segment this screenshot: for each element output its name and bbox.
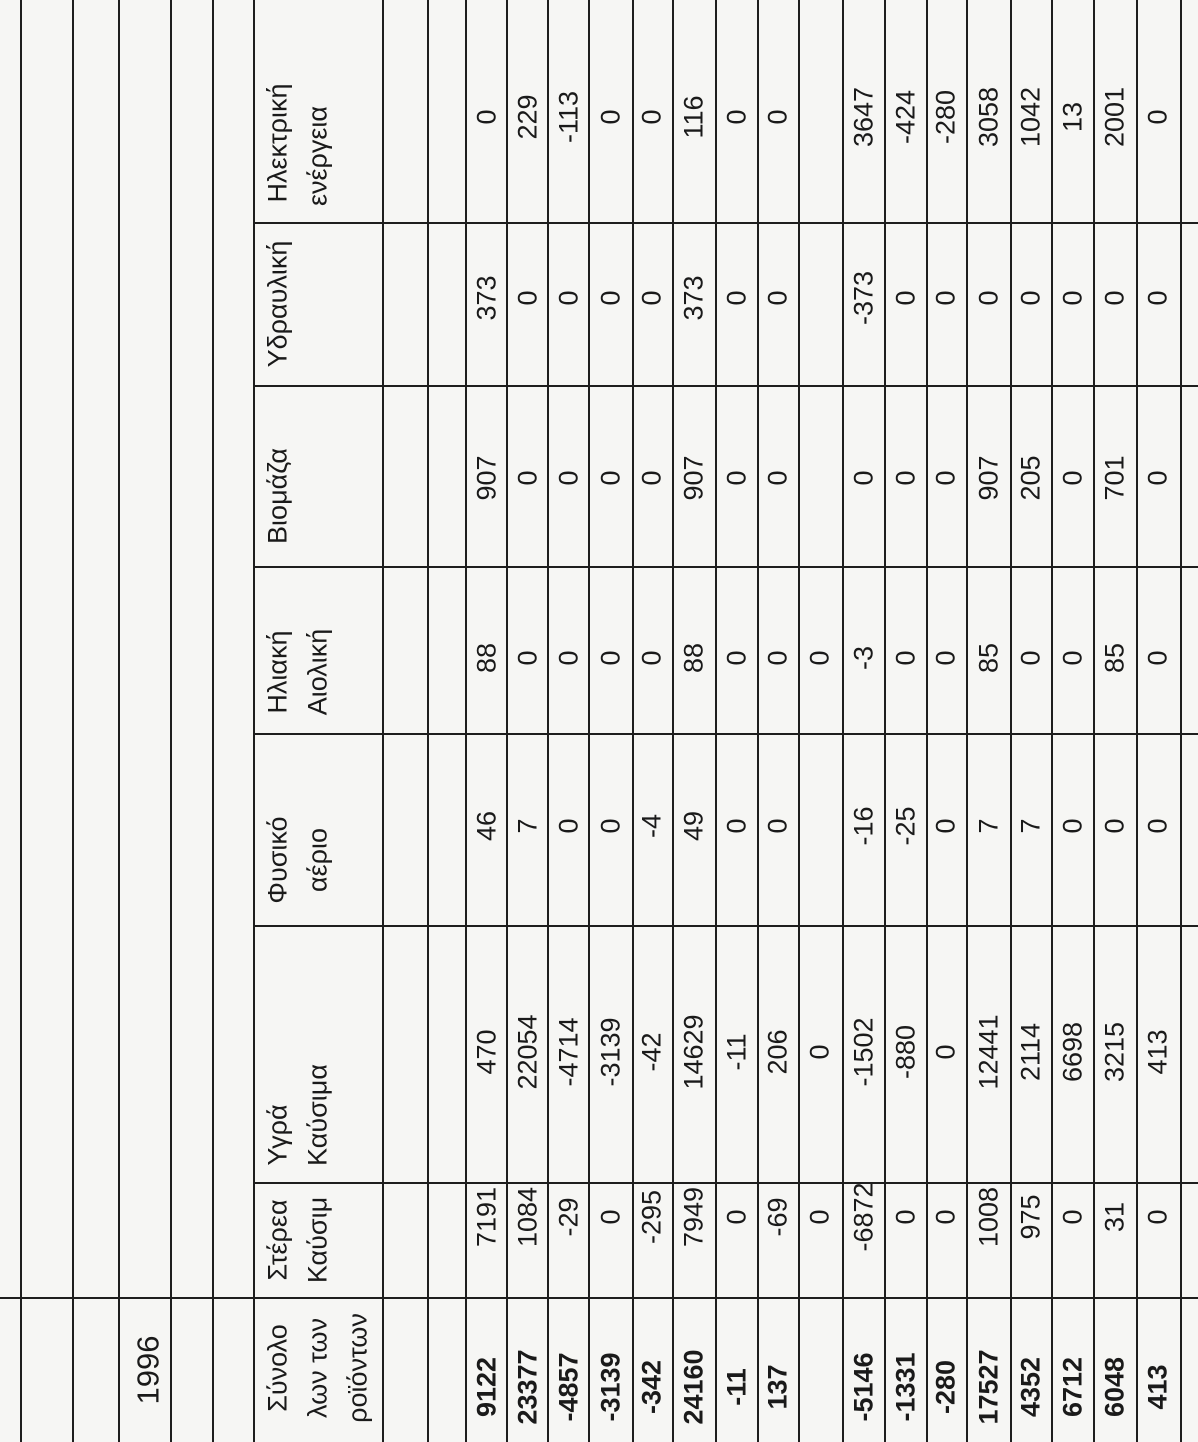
cell-value: 7191 (471, 1186, 502, 1248)
cell-value: 7 (1015, 818, 1046, 834)
grid-line (212, 0, 214, 1442)
cell-value: 0 (1057, 290, 1088, 306)
cell-value: 0 (804, 650, 835, 666)
cell-value: 0 (890, 470, 921, 486)
cell-value: 0 (636, 650, 667, 666)
cell-value: 3215 (1099, 1021, 1130, 1083)
cell-value: -113 (553, 90, 584, 144)
cell-value: -3139 (595, 1352, 626, 1422)
cell-value: 413 (1142, 1364, 1173, 1410)
cell-value: -295 (636, 1189, 667, 1245)
cell-value: -1502 (848, 1017, 879, 1087)
cell-value: 0 (721, 1209, 752, 1225)
grid-line (1136, 0, 1138, 1442)
grid-line (842, 0, 844, 1442)
header-solid-line2: Καύσιμ (302, 1196, 333, 1284)
cell-value: 0 (1015, 290, 1046, 306)
header-total-line3: ροϊόντων (342, 1313, 373, 1423)
cell-value: 0 (930, 650, 961, 666)
cell-value: 0 (721, 290, 752, 306)
cell-value: 0 (1142, 109, 1173, 125)
grid-line (632, 0, 634, 1442)
grid-line (382, 0, 384, 1442)
cell-value: 85 (1099, 642, 1130, 674)
cell-value: 12441 (973, 1014, 1004, 1090)
grid-line (253, 566, 1198, 568)
cell-value: -280 (930, 89, 961, 145)
cell-value: 205 (1015, 455, 1046, 501)
cell-value: 0 (762, 290, 793, 306)
cell-value: 0 (1015, 650, 1046, 666)
cell-value: 470 (471, 1029, 502, 1075)
header-total-line1: Σύνολο (262, 1324, 293, 1412)
grid-line (170, 0, 172, 1442)
cell-value: 0 (636, 290, 667, 306)
grid-line (1051, 0, 1053, 1442)
cell-value: 2114 (1015, 1022, 1046, 1082)
cell-value: 31 (1099, 1201, 1130, 1233)
cell-value: 0 (553, 818, 584, 834)
cell-value: 7949 (678, 1186, 709, 1248)
cell-value: 0 (1142, 650, 1173, 666)
grid-line (118, 0, 120, 1442)
grid-line (1180, 0, 1182, 1442)
cell-value: 6048 (1099, 1356, 1130, 1418)
grid-line (0, 1297, 1198, 1299)
cell-value: 0 (595, 109, 626, 125)
cell-value: 7 (973, 818, 1004, 834)
grid-line (20, 0, 22, 1442)
cell-value: 0 (595, 290, 626, 306)
cell-value: 0 (471, 109, 502, 125)
cell-value: 0 (1057, 470, 1088, 486)
cell-value: 0 (1057, 818, 1088, 834)
cell-value: 907 (973, 455, 1004, 501)
cell-value: 907 (471, 455, 502, 501)
grid-line (72, 0, 74, 1442)
cell-value: 975 (1015, 1194, 1046, 1240)
header-liquid-line2: Καύσιμα (302, 1064, 333, 1166)
cell-value: -6872 (848, 1182, 879, 1252)
cell-value: 0 (762, 650, 793, 666)
grid-line (884, 0, 886, 1442)
cell-value: 2001 (1099, 86, 1130, 148)
header-biomass-line1: Βιομάζα (262, 448, 293, 544)
cell-value: -280 (930, 1359, 961, 1415)
cell-value: 907 (678, 455, 709, 501)
cell-value: 22054 (512, 1014, 543, 1090)
cell-value: 0 (930, 470, 961, 486)
cell-value: -424 (890, 89, 921, 145)
cell-value: 0 (595, 470, 626, 486)
cell-value: 0 (1142, 470, 1173, 486)
cell-value: 229 (512, 94, 543, 140)
grid-line (253, 733, 1198, 735)
cell-value: 116 (678, 95, 709, 139)
grid-line (757, 0, 759, 1442)
cell-value: 206 (762, 1029, 793, 1075)
cell-value: 14629 (678, 1014, 709, 1090)
header-electric-line2: ενέργεια (302, 105, 333, 207)
cell-value: 0 (762, 109, 793, 125)
header-solar-line2: Αιολική (302, 628, 333, 716)
cell-value: 3058 (973, 86, 1004, 148)
cell-value: 137 (762, 1364, 793, 1410)
header-liquid-line1: Υγρά (262, 1104, 293, 1166)
cell-value: 413 (1142, 1029, 1173, 1075)
header-hydro-line1: Υδραυλική (262, 240, 293, 368)
grid-line (253, 0, 255, 1442)
cell-value: 0 (595, 1209, 626, 1225)
cell-value: 0 (804, 1044, 835, 1060)
cell-value: 0 (721, 109, 752, 125)
cell-value: -25 (890, 806, 921, 846)
cell-value: 6712 (1057, 1356, 1088, 1418)
cell-value: 0 (512, 650, 543, 666)
cell-value: 0 (721, 470, 752, 486)
cell-value: 0 (762, 470, 793, 486)
cell-value: 1042 (1015, 86, 1046, 148)
grid-line (547, 0, 549, 1442)
grid-line (1010, 0, 1012, 1442)
cell-value: -16 (848, 806, 879, 846)
grid-line (427, 0, 429, 1442)
grid-line (253, 222, 1198, 224)
cell-value: 0 (848, 470, 879, 486)
cell-value: 0 (890, 1209, 921, 1225)
cell-value: 7 (512, 818, 543, 834)
cell-value: 3647 (848, 86, 879, 148)
cell-value: 0 (1142, 290, 1173, 306)
cell-value: -42 (636, 1032, 667, 1072)
cell-value: -11 (721, 1368, 752, 1406)
grid-line (506, 0, 508, 1442)
cell-value: 0 (890, 650, 921, 666)
cell-value: 0 (930, 818, 961, 834)
cell-value: 0 (1099, 290, 1130, 306)
cell-value: -880 (890, 1024, 921, 1080)
grid-line (253, 385, 1198, 387)
cell-value: -4714 (553, 1017, 584, 1087)
grid-line (715, 0, 717, 1442)
cell-value: 4352 (1015, 1356, 1046, 1418)
year-label: 1996 (130, 1335, 166, 1405)
cell-value: -3 (848, 645, 879, 671)
cell-value: 1084 (512, 1186, 543, 1248)
cell-value: 0 (1142, 1209, 1173, 1225)
cell-value: 0 (930, 1209, 961, 1225)
cell-value: -11 (721, 1033, 752, 1071)
cell-value: 701 (1099, 455, 1130, 501)
cell-value: 0 (930, 1044, 961, 1060)
cell-value: 0 (595, 818, 626, 834)
cell-value: -373 (848, 270, 879, 326)
header-gas-line2: αέριο (302, 827, 333, 893)
cell-value: 0 (1057, 650, 1088, 666)
cell-value: -3139 (595, 1017, 626, 1087)
cell-value: 0 (595, 650, 626, 666)
cell-value: -1331 (890, 1352, 921, 1422)
cell-value: 88 (678, 642, 709, 674)
grid-line (926, 0, 928, 1442)
grid-line (798, 0, 800, 1442)
cell-value: 24160 (678, 1349, 709, 1425)
cell-value: 0 (512, 290, 543, 306)
cell-value: 46 (471, 810, 502, 842)
cell-value: -342 (636, 1359, 667, 1415)
cell-value: 17527 (973, 1349, 1004, 1425)
cell-value: 0 (553, 290, 584, 306)
cell-value: 0 (973, 290, 1004, 306)
cell-value: 0 (512, 470, 543, 486)
header-electric-line1: Ηλεκτρική (262, 83, 293, 203)
cell-value: 85 (973, 642, 1004, 674)
cell-value: -4 (636, 813, 667, 839)
cell-value: 0 (1099, 818, 1130, 834)
grid-line (1093, 0, 1095, 1442)
cell-value: 373 (678, 275, 709, 321)
cell-value: 0 (636, 109, 667, 125)
cell-value: 9122 (471, 1356, 502, 1418)
header-gas-line1: Φυσικό (262, 816, 293, 904)
grid-line (672, 0, 674, 1442)
cell-value: -69 (762, 1197, 793, 1237)
cell-value: 0 (553, 470, 584, 486)
cell-value: 0 (1142, 818, 1173, 834)
grid-line (253, 1182, 1198, 1184)
cell-value: 0 (890, 290, 921, 306)
cell-value: 23377 (512, 1349, 543, 1425)
cell-value: 6698 (1057, 1021, 1088, 1083)
cell-value: 0 (553, 650, 584, 666)
cell-value: 0 (804, 1209, 835, 1225)
cell-value: 0 (636, 470, 667, 486)
cell-value: 49 (678, 810, 709, 842)
grid-line (588, 0, 590, 1442)
cell-value: -29 (553, 1197, 584, 1237)
cell-value: 0 (930, 290, 961, 306)
grid-line (253, 925, 1198, 927)
grid-line (966, 0, 968, 1442)
cell-value: 88 (471, 642, 502, 674)
header-total-line2: λων των (302, 1317, 333, 1419)
cell-value: -4857 (553, 1352, 584, 1422)
cell-value: -5146 (848, 1352, 879, 1422)
header-solid-line1: Στέρεα (262, 1199, 293, 1281)
cell-value: 373 (471, 275, 502, 321)
cell-value: 1008 (973, 1186, 1004, 1248)
cell-value: 0 (721, 650, 752, 666)
cell-value: 0 (1057, 1209, 1088, 1225)
header-solar-line1: Ηλιακή (262, 630, 293, 714)
cell-value: 0 (762, 818, 793, 834)
cell-value: 13 (1057, 101, 1088, 133)
grid-line (465, 0, 467, 1442)
cell-value: 0 (721, 818, 752, 834)
